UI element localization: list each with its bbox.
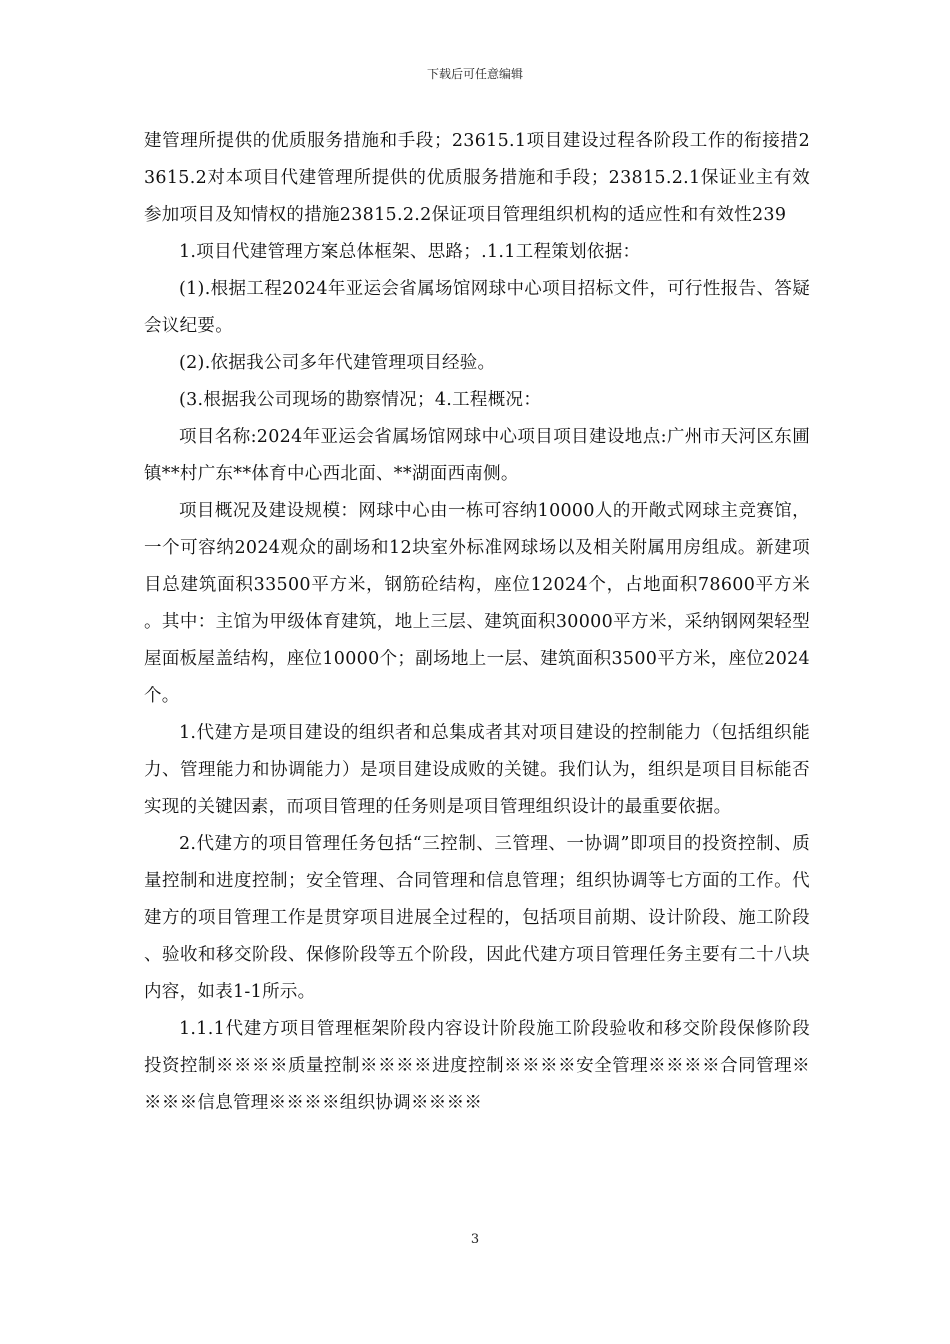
paragraph-organizer: 1.代建方是项目建设的组织者和总集成者其对项目建设的控制能力（包括组织能力、管理能力和协调能力）是项目建设成败的关键。我们认为，组织是项目目标能否实现的关键因素，而项目管理的任务则是项目管理组织设计的最重要依据。	[144, 723, 810, 817]
page-number: 3	[470, 1232, 480, 1247]
paragraph-basis-1: (1).根据工程2024年亚运会省属场馆网球中心项目招标文件，可行性报告、答疑会议纪要。	[144, 279, 810, 336]
paragraph-basis-3: (3.根据我公司现场的勘察情况；4.工程概况：	[179, 390, 542, 410]
paragraph-toc-continuation: 建管理所提供的优质服务措施和手段；23615.1项目建设过程各阶段工作的衔接措23615.2对本项目代建管理所提供的优质服务措施和手段；23815.2.1保证业主有效参加项目及知情权的措施23815.2.2保证项目管理组织机构的适应性和有效性239	[144, 131, 810, 225]
paragraph-basis-2: (2).依据我公司多年代建管理项目经验。	[179, 353, 496, 373]
document-body	[144, 123, 810, 1122]
paragraph-framework-heading: 1.项目代建管理方案总体框架、思路；.1.1工程策划依据：	[179, 242, 641, 262]
paragraph-project-name: 项目名称:2024年亚运会省属场馆网球中心项目项目建设地点:广州市天河区东圃镇**村广东**体育中心西北面、**湖面西南侧。	[144, 427, 810, 484]
paragraph-management-tasks: 2.代建方的项目管理任务包括“三控制、三管理、一协调”即项目的投资控制、质量控制和进度控制；安全管理、合同管理和信息管理；组织协调等七方面的工作。代建方的项目管理工作是贯穿项目进展全过程的，包括项目前期、设计阶段、施工阶段、验收和移交阶段、保修阶段等五个阶段，因此代建方项目管理任务主要有二十八块内容，如表1-1所示。	[144, 834, 810, 1002]
paragraph-project-scale: 项目概况及建设规模：网球中心由一栋可容纳10000人的开敞式网球主竞赛馆，一个可容纳2024观众的副场和12块室外标准网球场以及相关附属用房组成。新建项目总建筑面积33500平方米，钢筋砼结构，座位12024个，占地面积78600平方米。其中：主馆为甲级体育建筑，地上三层、建筑面积30000平方米，采纳钢网架轻型屋面板屋盖结构，座位10000个；副场地上一层、建筑面积3500平方米，座位2024个。	[144, 501, 810, 706]
page-header: 下载后可任意编辑	[426, 67, 523, 81]
paragraph-framework-table: 1.1.1代建方项目管理框架阶段内容设计阶段施工阶段验收和移交阶段保修阶段投资控制※※※※质量控制※※※※进度控制※※※※安全管理※※※※合同管理※※※※信息管理※※※※组织协调※※※※	[144, 1019, 810, 1113]
